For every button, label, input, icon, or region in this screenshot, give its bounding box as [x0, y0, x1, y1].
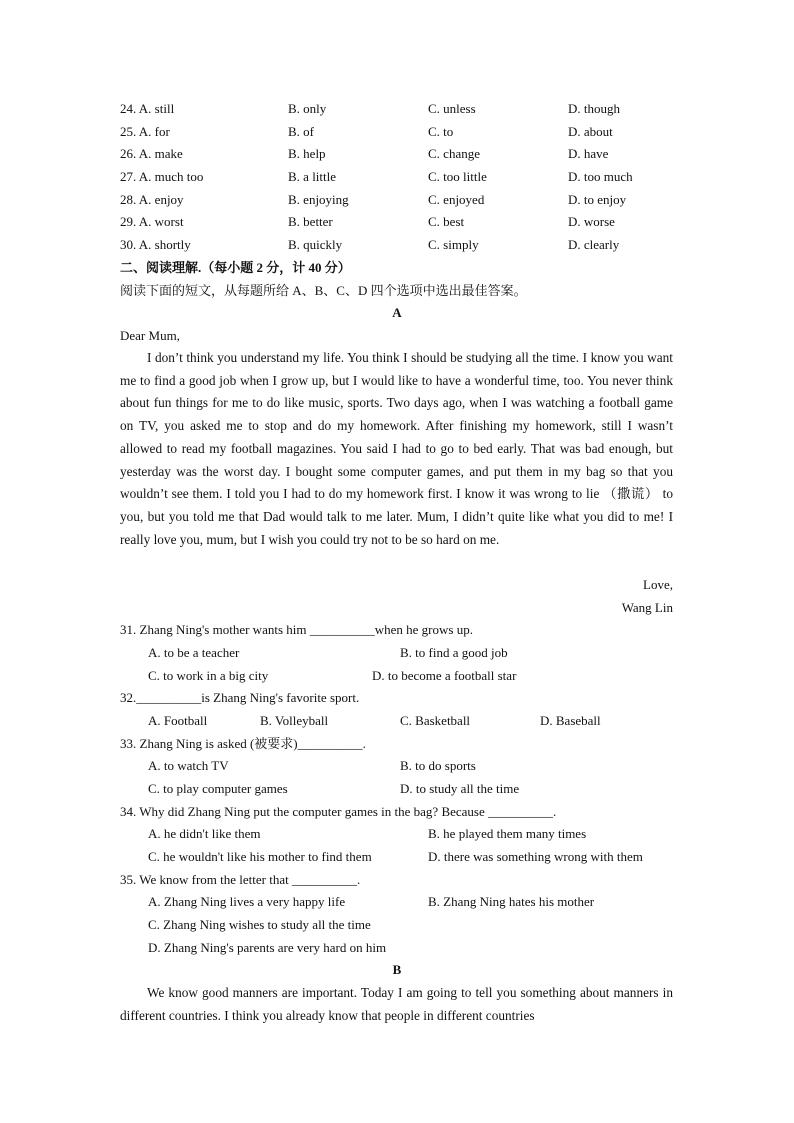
passage-a-body [120, 347, 673, 551]
question-32-stem: 32.__________is Zhang Ning's favorite sport. [120, 690, 360, 705]
option-24-c: C. unless [428, 101, 476, 116]
question-32-option-d: D. Baseball [540, 713, 601, 728]
option-26-a: 26. A. make [120, 146, 183, 161]
option-25-d: D. about [568, 124, 613, 139]
option-30-a: 30. A. shortly [120, 237, 191, 252]
option-29-d: D. worse [568, 214, 615, 229]
option-30-d: D. clearly [568, 237, 620, 252]
question-32-option-c: C. Basketball [400, 713, 471, 728]
question-35-option-a: A. Zhang Ning lives a very happy life [148, 894, 346, 909]
question-33-option-a: A. to watch TV [148, 758, 229, 773]
passage-b-label: B [392, 962, 402, 977]
question-35-option-b: B. Zhang Ning hates his mother [428, 894, 595, 909]
question-33-option-c: C. to play computer games [148, 781, 288, 796]
option-29-c: C. best [428, 214, 465, 229]
question-33-option-d: D. to study all the time [400, 781, 520, 796]
question-33-stem: 33. Zhang Ning is asked (被要求)__________. [120, 736, 366, 751]
question-35-option-d: D. Zhang Ning's parents are very hard on him [148, 940, 387, 955]
question-34-option-c: C. he wouldn't like his mother to find them [148, 849, 372, 864]
section-title: 二、阅读理解.（每小题 2 分，计 40 分） [120, 260, 351, 275]
question-34-option-a: A. he didn't like them [148, 826, 261, 841]
question-31-option-a: A. to be a teacher [148, 645, 240, 660]
question-33-option-b: B. to do sports [400, 758, 476, 773]
question-35-stem: 35. We know from the letter that __________. [120, 872, 361, 887]
option-26-c: C. change [428, 146, 480, 161]
passage-b-body [120, 982, 673, 1027]
option-29-b: B. better [288, 214, 333, 229]
question-32-option-a: A. Football [148, 713, 208, 728]
option-24-a: 24. A. still [120, 101, 175, 116]
letter-signature: Wang Lin [621, 600, 673, 615]
question-31-option-c: C. to work in a big city [148, 668, 269, 683]
option-28-b: B. enjoying [288, 192, 349, 207]
passage-b-text: We know good manners are important. Today I am going to tell you something about manners in different countries. I think you already know that people in different countries [120, 985, 673, 1023]
question-34-stem: 34. Why did Zhang Ning put the computer games in the bag? Because __________. [120, 804, 557, 819]
question-31-option-b: B. to find a good job [400, 645, 508, 660]
option-25-a: 25. A. for [120, 124, 170, 139]
option-24-b: B. only [288, 101, 327, 116]
question-31-option-d: D. to become a football star [372, 668, 517, 683]
option-29-a: 29. A. worst [120, 214, 184, 229]
option-27-c: C. too little [428, 169, 487, 184]
section-instruction: 阅读下面的短文，从每题所给 A、B、C、D 四个选项中选出最佳答案。 [120, 283, 527, 298]
option-30-b: B. quickly [288, 237, 343, 252]
question-34-option-d: D. there was something wrong with them [428, 849, 643, 864]
letter-salutation: Dear Mum, [120, 328, 180, 343]
option-24-d: D. though [568, 101, 620, 116]
option-25-b: B. of [288, 124, 314, 139]
passage-a-text: I don’t think you understand my life. You think I should be studying all the time. I know you want me to find a good job when I grow up, but I would like to have a wonderful time, too. You never think about fun things for me to do like music, sports. Two days ago, when I was watching a football game on TV, you asked me to stop and do my homework. After finishing my homework, still I wasn’t allowed to read my football magazines. You said I had to go to bed early. That was bad enough, but yesterday was the worst day. I bought some computer games, and put them in my bag so that you wouldn’t see them. I told you I had to do my homework first. I know it was wrong to lie （撒谎） to you, but you told me that Dad would talk to me later. Mum, I didn’t quite like what you did to me! I really love you, mum, but I wish you could try not to be so hard on me. [120, 350, 673, 547]
question-35-option-c: C. Zhang Ning wishes to study all the time [148, 917, 371, 932]
option-26-d: D. have [568, 146, 609, 161]
option-25-c: C. to [428, 124, 454, 139]
letter-closing: Love, [643, 577, 673, 592]
option-28-c: C. enjoyed [428, 192, 485, 207]
option-30-c: C. simply [428, 237, 479, 252]
question-31-stem: 31. Zhang Ning's mother wants him __________when he grows up. [120, 622, 473, 637]
option-28-d: D. to enjoy [568, 192, 627, 207]
question-34-option-b: B. he played them many times [428, 826, 587, 841]
passage-a-label: A [392, 305, 402, 320]
option-28-a: 28. A. enjoy [120, 192, 184, 207]
option-27-b: B. a little [288, 169, 337, 184]
question-32-option-b: B. Volleyball [260, 713, 329, 728]
option-27-d: D. too much [568, 169, 633, 184]
option-26-b: B. help [288, 146, 326, 161]
option-27-a: 27. A. much too [120, 169, 204, 184]
